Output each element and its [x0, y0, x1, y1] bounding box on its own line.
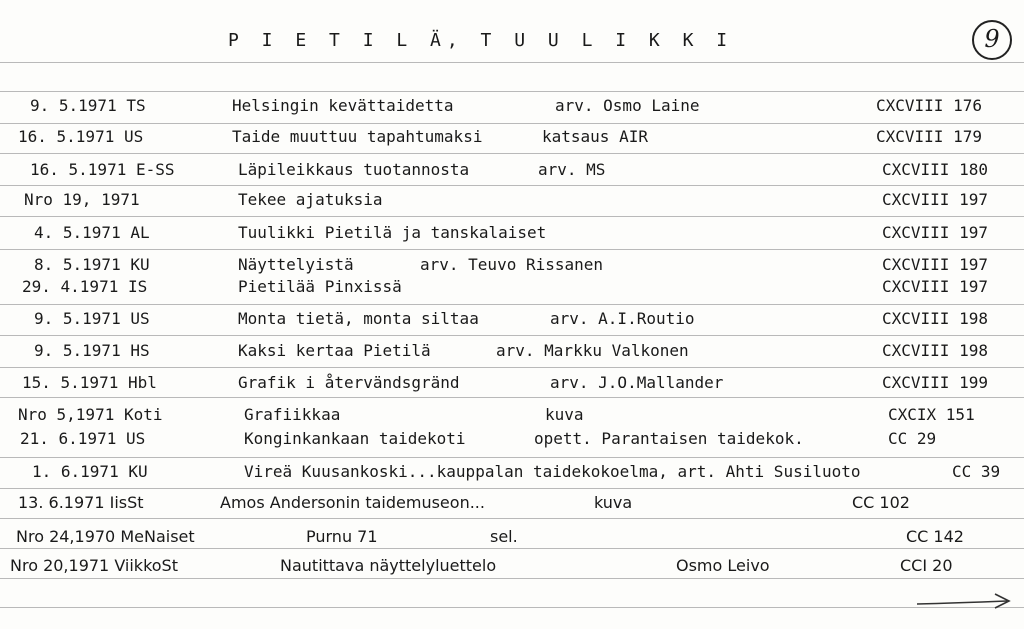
entry-date: Nro 19, 1971 — [24, 190, 140, 209]
entry-row — [0, 429, 1024, 455]
entry-row — [0, 341, 1024, 367]
entry-ref: CXCVIII 197 — [882, 277, 988, 296]
entry-date: 29. 4.1971 IS — [22, 277, 148, 296]
entry-title: Helsingin kevättaidetta — [232, 96, 454, 115]
entry-date: 13. 6.1971 IisSt — [18, 493, 144, 512]
entry-ref: CXCIX 151 — [888, 405, 975, 424]
entry-ref: CXCVIII 197 — [882, 190, 988, 209]
rule-line — [0, 123, 1024, 124]
card-title: P I E T I L Ä, T U U L I K K I — [228, 30, 734, 51]
rule-line — [0, 607, 1024, 608]
rule-line — [0, 249, 1024, 250]
entry-date: 1. 6.1971 KU — [32, 462, 148, 481]
entry-ref: CXCVIII 199 — [882, 373, 988, 392]
entry-ref: CC 142 — [906, 527, 964, 546]
rule-line — [0, 216, 1024, 217]
entry-row — [0, 127, 1024, 153]
entry-title: Taide muuttuu tapahtumaksi — [232, 127, 483, 146]
entry-date: 9. 5.1971 TS — [30, 96, 146, 115]
entry-date: 15. 5.1971 Hbl — [22, 373, 157, 392]
entry-ref: CXCVIII 198 — [882, 341, 988, 360]
entry-date: 4. 5.1971 AL — [34, 223, 150, 242]
entry-date: 16. 5.1971 E-SS — [30, 160, 175, 179]
entry-row — [0, 190, 1024, 216]
entry-note: arv. Osmo Laine — [555, 96, 700, 115]
entry-date: Nro 24,1970 MeNaiset — [16, 527, 195, 546]
entry-ref: CXCVIII 180 — [882, 160, 988, 179]
rule-line — [0, 91, 1024, 92]
rule-line — [0, 153, 1024, 154]
entry-note: arv. A.I.Routio — [550, 309, 695, 328]
entry-ref: CC 102 — [852, 493, 910, 512]
entry-ref: CXCVIII 197 — [882, 223, 988, 242]
entry-title: Nautittava näyttelyluettelo — [280, 556, 497, 575]
entry-date: 8. 5.1971 KU — [34, 255, 150, 274]
entry-title: Grafiikkaa — [244, 405, 341, 424]
entry-row — [0, 373, 1024, 399]
entry-title: Purnu 71 — [306, 527, 378, 546]
entry-title: Konginkankaan taidekoti — [244, 429, 466, 448]
entry-note: kuva — [545, 405, 584, 424]
entry-row — [0, 309, 1024, 335]
rule-line — [0, 457, 1024, 458]
entry-title: Läpileikkaus tuotannosta — [238, 160, 470, 179]
entry-ref: CC 29 — [888, 429, 937, 448]
entry-title: Grafik i återvändsgränd — [238, 373, 460, 392]
entry-ref: CC 39 — [952, 462, 1001, 481]
entry-ref: CXCVIII 179 — [876, 127, 982, 146]
entry-note: opett. Parantaisen taidekok. — [534, 429, 804, 448]
entry-row — [0, 405, 1024, 431]
entry-date: 9. 5.1971 US — [34, 309, 150, 328]
entry-title: Kaksi kertaa Pietilä — [238, 341, 431, 360]
entry-row — [0, 96, 1024, 122]
entry-note: katsaus AIR — [542, 127, 648, 146]
entry-title: Tuulikki Pietilä ja tanskalaiset — [238, 223, 547, 242]
entry-row — [0, 223, 1024, 249]
entry-note: arv. Markku Valkonen — [496, 341, 689, 360]
entry-date: 21. 6.1971 US — [20, 429, 146, 448]
entry-row — [0, 556, 1024, 582]
entry-row — [0, 493, 1024, 519]
entry-note: arv. J.O.Mallander — [550, 373, 724, 392]
entry-row — [0, 527, 1024, 553]
entry-date: 9. 5.1971 HS — [34, 341, 150, 360]
entry-note: arv. Teuvo Rissanen — [420, 255, 604, 274]
entry-row — [0, 277, 1024, 303]
entry-row — [0, 462, 1024, 488]
rule-line — [0, 62, 1024, 63]
entry-title: Monta tietä, monta siltaa — [238, 309, 479, 328]
entry-note: sel. — [490, 527, 518, 546]
rule-line — [0, 335, 1024, 336]
entry-note: arv. MS — [538, 160, 606, 179]
entry-note: kuva — [594, 493, 633, 512]
rule-line — [0, 304, 1024, 305]
entry-date: Nro 20,1971 ViikkoSt — [10, 556, 178, 575]
rule-line — [0, 488, 1024, 489]
entry-date: Nro 5,1971 Koti — [18, 405, 163, 424]
rule-line — [0, 367, 1024, 368]
entry-ref: CXCVIII 176 — [876, 96, 982, 115]
entry-title: Pietilää Pinxissä — [238, 277, 402, 296]
entry-date: 16. 5.1971 US — [18, 127, 144, 146]
entry-title: Tekee ajatuksia — [238, 190, 383, 209]
entry-title: Vireä Kuusankoski...kauppalan taidekokoelma, art. Ahti Susiluoto — [244, 462, 861, 481]
entry-title: Näyttelyistä — [238, 255, 354, 274]
entry-note: Osmo Leivo — [676, 556, 770, 575]
entry-ref: CCI 20 — [900, 556, 953, 575]
arrow-right-icon — [915, 590, 1015, 614]
page-number-circle: 9 — [972, 20, 1012, 60]
entry-ref: CXCVIII 198 — [882, 309, 988, 328]
entry-row — [0, 160, 1024, 186]
entry-ref: CXCVIII 197 — [882, 255, 988, 274]
entry-title: Amos Andersonin taidemuseon... — [220, 493, 485, 512]
